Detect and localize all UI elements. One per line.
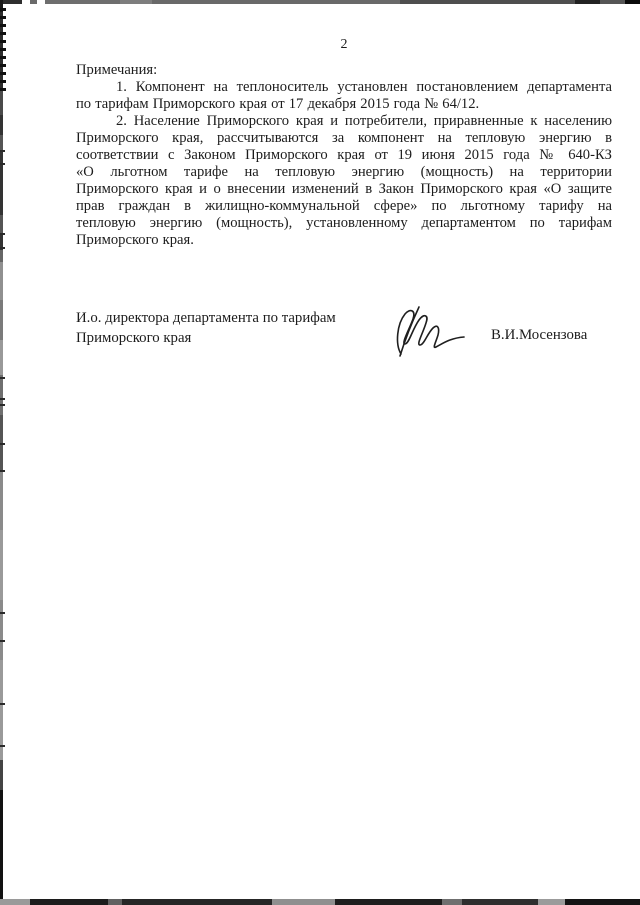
scan-artifact-tick <box>0 163 5 165</box>
paragraph2-line: прав граждан в жилищно-коммунальной сфере» по льготному тарифу на <box>76 198 612 214</box>
scan-artifact-tick <box>0 470 5 472</box>
page-number: 2 <box>340 37 348 52</box>
scan-artifact-tick <box>0 703 5 705</box>
paragraph2-line: Приморского края, рассчитываются за компонент на тепловую энергию в <box>76 130 612 146</box>
paragraph2-line: Приморского края. <box>76 232 194 248</box>
notes-heading: Примечания: <box>76 62 158 78</box>
scan-artifact-tick <box>0 398 5 400</box>
signature-icon <box>392 304 466 360</box>
paragraph2-line: «О льготном тарифе на тепловую энергию (мощность) на территории <box>76 164 612 180</box>
scan-artifact-tick <box>0 443 5 445</box>
scan-artifact-left-ticks <box>0 8 6 92</box>
signatory-title <box>76 308 376 348</box>
paragraph2-line: 2. Население Приморского края и потребители, приравненные к населению <box>116 113 612 129</box>
signature-block <box>0 306 640 366</box>
scan-artifact-tick <box>0 247 5 249</box>
paragraph1-line: 1. Компонент на теплоноситель установлен постановлением департамента <box>116 79 612 95</box>
scan-artifact-tick <box>0 404 5 406</box>
document-body <box>76 62 612 249</box>
scan-artifact-left-edge <box>0 0 3 905</box>
scan-artifact-tick <box>0 745 5 747</box>
scan-artifact-tick <box>0 150 5 152</box>
scan-artifact-tick <box>0 640 5 642</box>
paragraph2-line: Приморского края и о внесении изменений в Закон Приморского края «О защите <box>76 181 612 197</box>
scan-artifact-tick <box>0 233 5 235</box>
scan-artifact-tick <box>0 377 5 379</box>
paragraph2-line: тепловую энергию (мощность), установленному департаментом по тарифам <box>76 215 612 231</box>
paragraph1-line: по тарифам Приморского края от 17 декабря 2015 года № 64/12. <box>76 96 480 112</box>
scan-artifact-bottom-edge <box>0 899 640 905</box>
signatory-title-line1: И.о. директора департамента по тарифам <box>76 310 336 326</box>
signatory-title-line2: Приморского края <box>76 330 192 346</box>
signatory-name: В.И.Мосензова <box>491 327 588 343</box>
scan-artifact-top-edge <box>0 0 640 4</box>
paragraph2-line: соответствии с Законом Приморского края от 19 июня 2015 года № 640-КЗ <box>76 147 612 163</box>
scan-artifact-tick <box>0 612 5 614</box>
